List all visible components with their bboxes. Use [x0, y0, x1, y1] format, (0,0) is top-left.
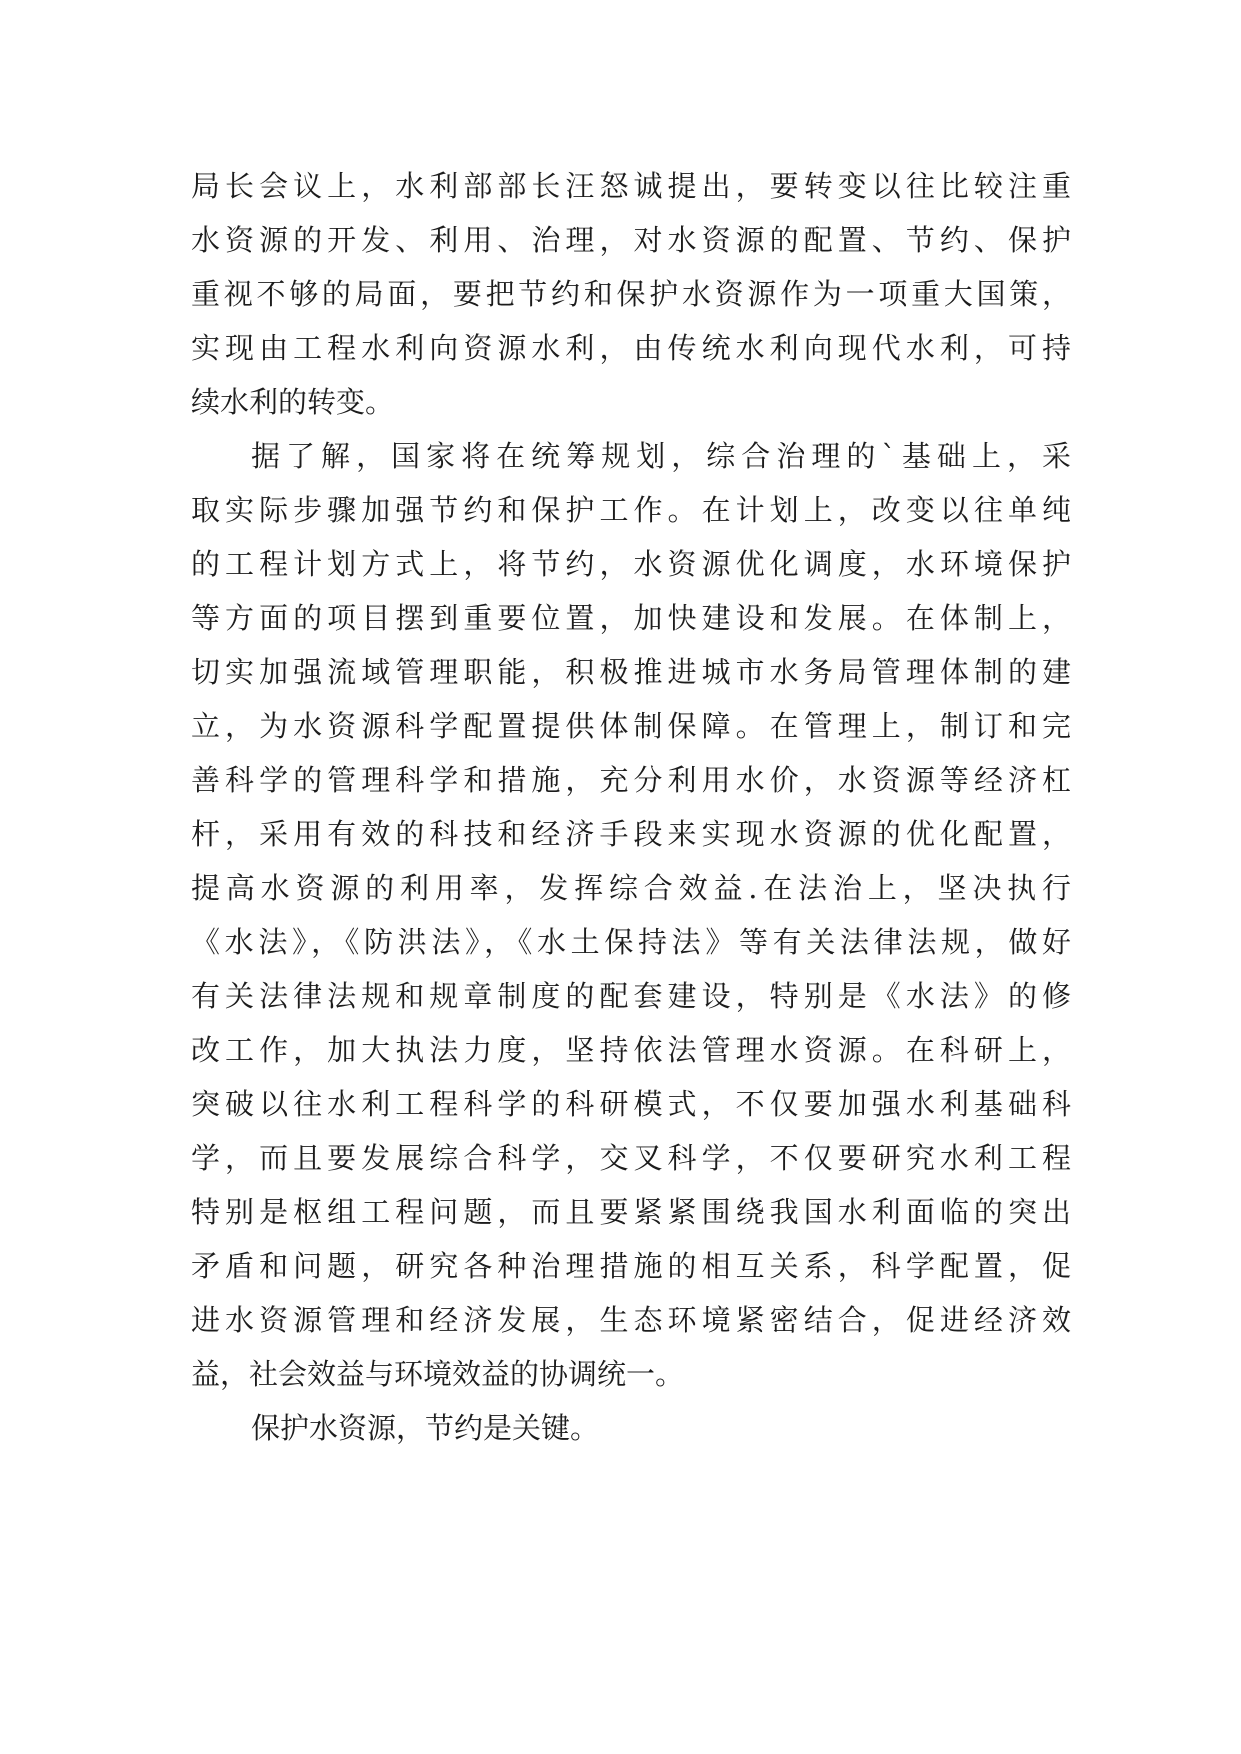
text-line: 据了解，国家将在统筹规划，综合治理的`基础上，采: [251, 439, 1071, 473]
text-line: 立，为水资源科学配置提供体制保障。在管理上，制订和完: [191, 709, 1071, 743]
text-line: 学，而且要发展综合科学，交叉科学，不仅要研究水利工程: [191, 1141, 1071, 1175]
text-line: 提高水资源的利用率，发挥综合效益.在法治上，坚决执行: [191, 871, 1071, 905]
text-line: 进水资源管理和经济发展，生态环境紧密结合，促进经济效: [191, 1303, 1071, 1337]
text-line: 局长会议上，水利部部长汪怒诚提出，要转变以往比较注重: [191, 169, 1071, 203]
paragraph-1: [191, 159, 1071, 429]
text-line: 切实加强流域管理职能，积极推进城市水务局管理体制的建: [191, 655, 1071, 689]
text-line: 取实际步骤加强节约和保护工作。在计划上，改变以往单纯: [191, 493, 1071, 527]
text-line: 特别是枢组工程问题，而且要紧紧围绕我国水利面临的突出: [191, 1195, 1071, 1229]
text-line: 善科学的管理科学和措施，充分利用水价，水资源等经济杠: [191, 763, 1071, 797]
text-line: 实现由工程水利向资源水利，由传统水利向现代水利，可持: [191, 331, 1071, 365]
text-line: 续水利的转变。: [191, 385, 395, 419]
text-line: 突破以往水利工程科学的科研模式，不仅要加强水利基础科: [191, 1087, 1071, 1121]
text-line: 益，社会效益与环境效益的协调统一。: [191, 1357, 685, 1391]
text-line: 矛盾和问题，研究各种治理措施的相互关系，科学配置，促: [191, 1249, 1071, 1283]
text-line: 有关法律法规和规章制度的配套建设，特别是《水法》的修: [191, 979, 1071, 1013]
paragraph-2: [191, 429, 1071, 1401]
document-body: [191, 159, 1071, 1455]
text-line: 杆，采用有效的科技和经济手段来实现水资源的优化配置，: [191, 817, 1071, 851]
text-line: 的工程计划方式上，将节约，水资源优化调度，水环境保护: [191, 547, 1071, 581]
text-line: 水资源的开发、利用、治理，对水资源的配置、节约、保护: [191, 223, 1071, 257]
text-line: 《水法》，《防洪法》，《水土保持法》等有关法律法规，做好: [191, 925, 1071, 959]
text-line: 改工作，加大执法力度，坚持依法管理水资源。在科研上，: [191, 1033, 1071, 1067]
paragraph-3: [191, 1401, 1071, 1455]
text-line: 等方面的项目摆到重要位置，加快建设和发展。在体制上，: [191, 601, 1071, 635]
text-line: 重视不够的局面，要把节约和保护水资源作为一项重大国策，: [191, 277, 1071, 311]
text-line: 保护水资源，节约是关键。: [251, 1411, 600, 1445]
